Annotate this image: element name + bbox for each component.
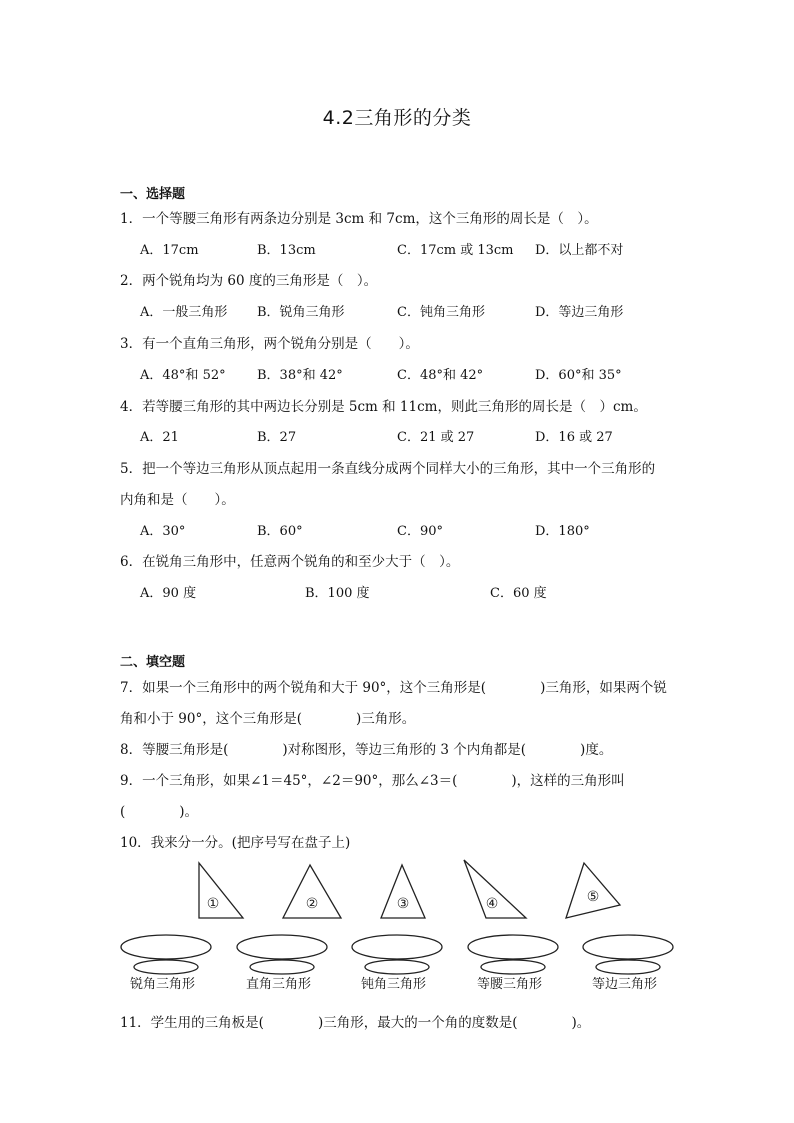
- plate-3-rim: [352, 935, 442, 959]
- section-heading-fill: 二、填空题: [120, 655, 186, 670]
- triangle-1: [199, 863, 243, 918]
- q1-option-a: A．17cm: [140, 243, 199, 258]
- question-6: 6．在锐角三角形中，任意两个锐角的和至少大于（ ）。: [120, 554, 460, 570]
- q5-option-d: D．180°: [535, 524, 590, 539]
- question-7-cont: 角和小于 90°，这个三角形是( )三角形。: [120, 711, 416, 727]
- plate-2-rim: [237, 935, 327, 959]
- question-2: 2．两个锐角均为 60 度的三角形是（ ）。: [120, 273, 378, 289]
- q6-option-a: A．90 度: [140, 586, 197, 601]
- q5-option-c: C．90°: [397, 524, 443, 539]
- q5-option-a: A．30°: [140, 524, 186, 539]
- triangle-2-number: ②: [305, 896, 319, 912]
- q3-option-d: D．60°和 35°: [535, 368, 622, 383]
- plate-1-bowl: [134, 960, 198, 974]
- question-9: 9．一个三角形，如果∠1＝45°，∠2＝90°，那么∠3＝( )，这样的三角形叫: [120, 773, 625, 789]
- q3-option-a: A．48°和 52°: [140, 368, 226, 383]
- q6-option-c: C．60 度: [490, 586, 547, 601]
- q1-option-d: D．以上都不对: [535, 243, 624, 258]
- question-5-cont: 内角和是（ ）。: [120, 492, 235, 508]
- q4-option-a: A．21: [140, 430, 179, 445]
- plate-label-acute: 锐角三角形: [130, 977, 196, 992]
- q1-option-c: C．17cm 或 13cm: [397, 243, 514, 258]
- question-5: 5．把一个等边三角形从顶点起用一条直线分成两个同样大小的三角形，其中一个三角形的: [120, 461, 656, 477]
- plate-5-bowl: [596, 960, 660, 974]
- question-11: 11．学生用的三角板是( )三角形，最大的一个角的度数是( )。: [120, 1015, 591, 1031]
- question-10: 10．我来分一分。(把序号写在盘子上): [120, 835, 351, 851]
- q4-option-c: C．21 或 27: [397, 430, 475, 445]
- question-3: 3．有一个直角三角形，两个锐角分别是（ ）。: [120, 336, 419, 352]
- plate-label-equilateral: 等边三角形: [592, 977, 658, 992]
- triangle-5-number: ⑤: [586, 889, 600, 905]
- plate-5-rim: [583, 935, 673, 959]
- question-1: 1．一个等腰三角形有两条边分别是 3cm 和 7cm，这个三角形的周长是（ ）。: [120, 211, 598, 227]
- q5-option-b: B．60°: [257, 524, 303, 539]
- plate-2-bowl: [250, 960, 314, 974]
- plate-label-isosceles: 等腰三角形: [477, 977, 543, 992]
- question-7: 7．如果一个三角形中的两个锐角和大于 90°，这个三角形是( )三角形，如果两个锐: [120, 680, 667, 696]
- q6-option-b: B．100 度: [305, 586, 370, 601]
- plate-1-rim: [121, 935, 211, 959]
- triangle-4-number: ④: [485, 896, 499, 912]
- triangle-3-number: ③: [396, 896, 410, 912]
- triangle-1-number: ①: [206, 896, 220, 912]
- q3-option-b: B．38°和 42°: [257, 368, 343, 383]
- question-8: 8．等腰三角形是( )对称图形，等边三角形的 3 个内角都是( )度。: [120, 742, 613, 758]
- plate-3-bowl: [365, 960, 429, 974]
- q4-option-d: D．16 或 27: [535, 430, 613, 445]
- plate-label-right: 直角三角形: [246, 977, 312, 992]
- question-9-cont: ( )。: [120, 804, 199, 820]
- q3-option-c: C．48°和 42°: [397, 368, 484, 383]
- plate-label-obtuse: 钝角三角形: [361, 977, 427, 992]
- q4-option-b: B．27: [257, 430, 297, 445]
- q2-option-b: B．锐角三角形: [257, 305, 345, 320]
- plate-4-rim: [468, 935, 558, 959]
- question-4: 4．若等腰三角形的其中两边长分别是 5cm 和 11cm，则此三角形的周长是（ ）cm。: [120, 399, 647, 415]
- q2-option-d: D．等边三角形: [535, 305, 624, 320]
- section-heading-choice: 一、选择题: [120, 187, 186, 202]
- q1-option-b: B．13cm: [257, 243, 316, 258]
- page-title: 4.2三角形的分类: [322, 107, 472, 129]
- q2-option-c: C．钝角三角形: [397, 305, 485, 320]
- q2-option-a: A．一般三角形: [140, 305, 228, 320]
- plate-4-bowl: [481, 960, 545, 974]
